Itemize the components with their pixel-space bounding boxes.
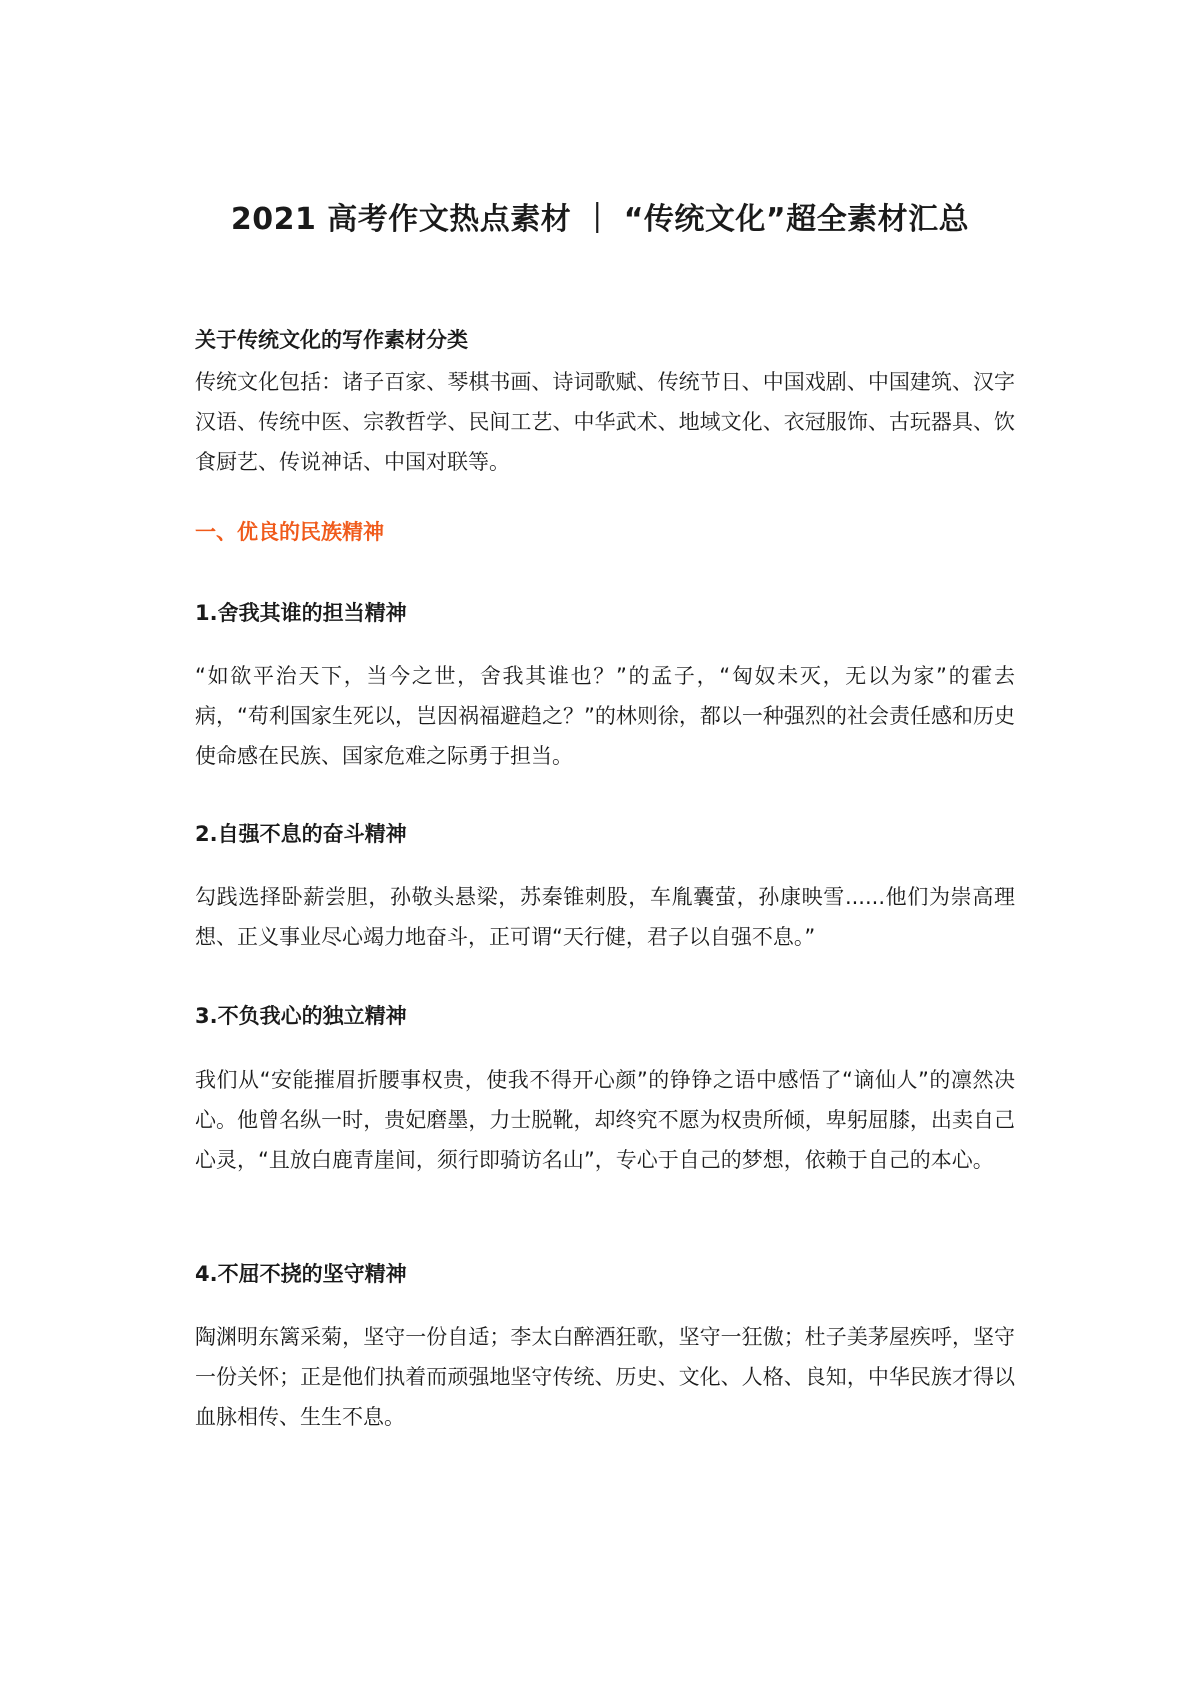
item-paragraph-1: “如欲平治天下，当今之世，舍我其谁也？”的孟子，“匈奴未灭，无以为家”的霍去病，“苟利国家生死以，岂因祸福避趋之？”的林则徐，都以一种强烈的社会责任感和历史使命感在民族、国家危难之际勇于担当。 [195,664,1015,768]
item-heading-4: 4.不屈不挠的坚守精神 [195,1262,407,1286]
item-paragraph-3: 我们从“安能摧眉折腰事权贵，使我不得开心颜”的铮铮之语中感悟了“谪仙人”的凛然决心。他曾名纵一时，贵妃磨墨，力士脱靴，却终究不愿为权贵所倾，卑躬屈膝，出卖自己心灵，“且放白鹿青崖间，须行即骑访名山”，专心于自己的梦想，依赖于自己的本心。 [195,1068,1015,1172]
section-heading: 一、优良的民族精神 [195,520,384,544]
item-paragraph-2: 勾践选择卧薪尝胆，孙敬头悬梁，苏秦锥刺股，车胤囊萤，孙康映雪......他们为崇高理想、正义事业尽心竭力地奋斗，正可谓“天行健，君子以自强不息。” [195,885,1015,949]
intro-heading: 关于传统文化的写作素材分类 [195,328,468,352]
item-heading-3: 3.不负我心的独立精神 [195,1004,407,1028]
item-paragraph-4: 陶渊明东篱采菊，坚守一份自适；李太白醉酒狂歌，坚守一狂傲；杜子美茅屋疾呼，坚守一份关怀；正是他们执着而顽强地坚守传统、历史、文化、人格、良知，中华民族才得以血脉相传、生生不息。 [195,1325,1015,1429]
item-heading-1: 1.舍我其谁的担当精神 [195,601,407,625]
intro-paragraph: 传统文化包括：诸子百家、琴棋书画、诗词歌赋、传统节日、中国戏剧、中国建筑、汉字汉语、传统中医、宗教哲学、民间工艺、中华武术、地域文化、衣冠服饰、古玩器具、饮食厨艺、传说神话、中国对联等。 [195,370,1015,474]
page-title: 2021 高考作文热点素材 ｜ “传统文化”超全素材汇总 [230,202,970,238]
item-heading-2: 2.自强不息的奋斗精神 [195,822,407,846]
